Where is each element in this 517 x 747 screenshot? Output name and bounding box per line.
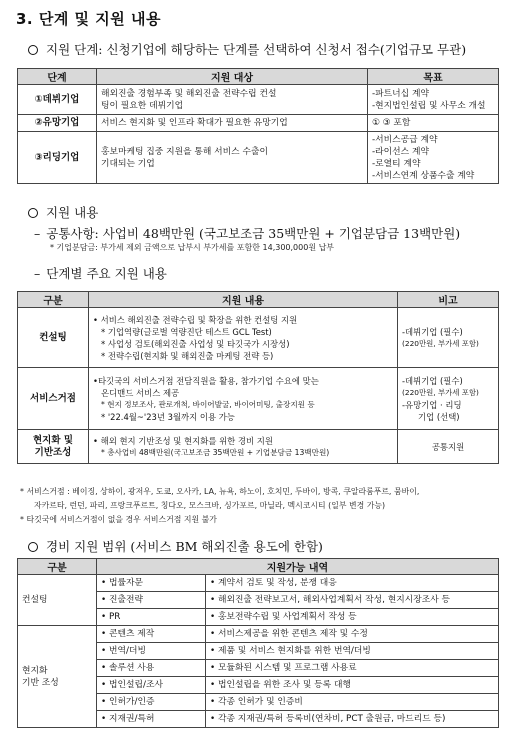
footnote: 자카르타, 런던, 파리, 프랑크푸르트, 칭다오, 모스크바, 싱가포르, 마닐라, 멕시코시티 (일부 변경 가능) xyxy=(34,501,386,510)
item-cell: • 번역/더빙 xyxy=(97,643,206,660)
cost-line-text: 공통사항: 사업비 48백만원 (국고보조금 35백만원 + 기업분담금 13백만원) xyxy=(46,226,461,241)
circle-bullet-icon xyxy=(28,208,38,218)
category-header: 구분 xyxy=(18,559,97,575)
target-header: 지원 대상 xyxy=(97,69,368,85)
footnote: * 서비스거점 : 베이징, 상하이, 광저우, 도쿄, 오사카, LA, 뉴욕, 하노이, 호치민, 두바이, 방콕, 쿠알라룸푸르, 뭄바이, xyxy=(20,487,420,496)
table-row xyxy=(18,308,499,368)
item-cell: • PR xyxy=(97,609,206,626)
content-cell: • 서비스 해외진출 전략수립 및 확장을 위한 컨설팅 지원 * 기업역량(글로벌 역량진단 테스트 GCL Test) * 사업성 검토(해외진출 사업성 및 타깃국가 시장성) * 전략수립(현지화 및 해외진출 마케팅 전략 등) xyxy=(89,308,398,368)
item-cell: • 진출전략 xyxy=(97,592,206,609)
support-stage-heading-text: 지원 단계: 신청기업에 해당하는 단계를 선택하여 신청서 접수(기업규모 무관) xyxy=(46,42,467,57)
stage-cell: ②유망기업 xyxy=(18,115,97,132)
table-row xyxy=(18,575,499,592)
support-content-heading-text: 지원 내용 xyxy=(46,205,99,220)
item-cell: • 지재권/특허 xyxy=(97,711,206,728)
category-cell: 현지화 기반 조성 xyxy=(18,626,97,728)
item-cell: • 솔루션 사용 xyxy=(97,660,206,677)
expense-scope-table xyxy=(17,558,499,728)
cost-line: – 공통사항: 사업비 48백만원 (국고보조금 35백만원 + 기업분담금 13백만원) xyxy=(34,226,461,241)
expense-scope-heading xyxy=(28,537,323,555)
support-content-heading xyxy=(28,203,98,221)
detail-heading: – 단계별 주요 지원 내용 xyxy=(34,266,167,281)
target-cell: 홍보마케팅 집중 지원을 통해 서비스 수출이 기대되는 기업 xyxy=(97,132,368,184)
remark-header: 비고 xyxy=(398,292,499,308)
circle-bullet-icon xyxy=(28,542,38,552)
section-title: 3. 단계 및 지원 내용 xyxy=(16,10,161,28)
table-row xyxy=(18,626,499,643)
goal-header: 목표 xyxy=(368,69,499,85)
detail-cell: • 홍보전략수립 및 사업계획서 작성 등 xyxy=(206,609,499,626)
table-row xyxy=(18,132,499,184)
item-cell: • 인허가/인증 xyxy=(97,694,206,711)
goal-cell: -서비스공급 계약 -라이선스 계약 -로열티 계약 -서비스연계 상품수출 계약 xyxy=(368,132,499,184)
item-cell: • 콘텐츠 제작 xyxy=(97,626,206,643)
detail-heading-text: 단계별 주요 지원 내용 xyxy=(46,266,167,281)
goal-cell: -파트너십 계약 -현지법인설립 및 사무소 개설 xyxy=(368,85,499,115)
support-stage-heading xyxy=(28,40,466,58)
item-cell: • 법인설립/조사 xyxy=(97,677,206,694)
table-row xyxy=(18,368,499,430)
content-header: 지원 내용 xyxy=(89,292,398,308)
eligible-items-header: 지원가능 내역 xyxy=(97,559,499,575)
stage-cell: ①데뷔기업 xyxy=(18,85,97,115)
detail-cell: • 제품 및 서비스 현지화를 위한 번역/더빙 xyxy=(206,643,499,660)
target-cell: 해외진출 경험부족 및 해외진출 전략수립 컨설 팅이 필요한 데뷔기업 xyxy=(97,85,368,115)
cost-note: * 기업분담금: 부가세 제외 금액으로 납부시 부가세를 포함한 14,300,000원 납부 xyxy=(50,243,335,252)
support-detail-table xyxy=(17,291,499,464)
stage-table xyxy=(17,68,499,184)
detail-cell: • 서비스제공을 위한 콘텐츠 제작 및 수정 xyxy=(206,626,499,643)
detail-cell: • 계약서 검토 및 작성, 분쟁 대응 xyxy=(206,575,499,592)
stage-cell: ③리딩기업 xyxy=(18,132,97,184)
remark-cell: 공통지원 xyxy=(398,430,499,464)
category-cell: 컨설팅 xyxy=(18,308,89,368)
table-row xyxy=(18,85,499,115)
item-cell: • 법률자문 xyxy=(97,575,206,592)
target-cell: 서비스 현지화 및 인프라 확대가 필요한 유망기업 xyxy=(97,115,368,132)
table-row xyxy=(18,430,499,464)
remark-cell: -데뷔기업 (필수) (220만원, 부가세 포함) -유망기업 · 리딩 기업 (선택) xyxy=(398,368,499,430)
content-cell: • 해외 현지 기반조성 및 현지화를 위한 경비 지원 * 총사업비 48백만원(국고보조금 35백만원 + 기업분담금 13백만원) xyxy=(89,430,398,464)
footnote: * 타깃국에 서비스거점이 없을 경우 서비스거점 지원 불가 xyxy=(20,515,217,524)
expense-scope-heading-text: 경비 지원 범위 (서비스 BM 해외진출 용도에 한함) xyxy=(46,539,323,554)
category-cell: 컨설팅 xyxy=(18,575,97,626)
table-row xyxy=(18,115,499,132)
category-header: 구분 xyxy=(18,292,89,308)
detail-cell: • 모듈화된 시스템 및 프로그램 사용료 xyxy=(206,660,499,677)
detail-cell: • 각종 인허가 및 인증비 xyxy=(206,694,499,711)
content-cell: •타깃국의 서비스거점 전담직원을 활용, 참가기업 수요에 맞는 온디맨드 서비스 제공 * 현지 정보조사, 판로개척, 바이어발굴, 바이어미팅, 출장지원 등 * '22.4월~'23년 3월까지 이용 가능 xyxy=(89,368,398,430)
circle-bullet-icon xyxy=(28,45,38,55)
stage-header: 단계 xyxy=(18,69,97,85)
detail-cell: • 해외진출 전략보고서, 해외사업계획서 작성, 현지시장조사 등 xyxy=(206,592,499,609)
remark-cell: -데뷔기업 (필수) (220만원, 부가세 포함) xyxy=(398,308,499,368)
goal-cell: ① ③ 포함 xyxy=(368,115,499,132)
category-cell: 서비스거점 xyxy=(18,368,89,430)
detail-cell: • 법인설립을 위한 조사 및 등록 대행 xyxy=(206,677,499,694)
detail-cell: • 각종 지재권/특허 등록비(연차비, PCT 출원금, 마드리드 등) xyxy=(206,711,499,728)
category-cell: 현지화 및 기반조성 xyxy=(18,430,89,464)
